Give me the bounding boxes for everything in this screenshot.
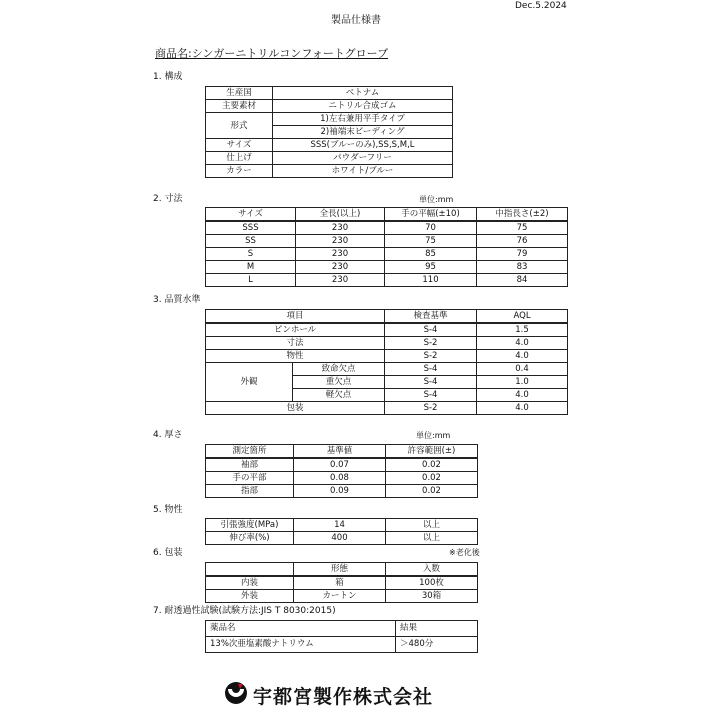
table-cell: 0.09: [294, 485, 386, 498]
table-row: [206, 274, 568, 287]
table-cell: 1.0: [477, 376, 568, 389]
table-row: [206, 337, 568, 350]
table-cell: 230: [296, 248, 385, 261]
table-cell: 以上: [386, 532, 478, 545]
table-cell: 4.0: [477, 337, 568, 350]
table-row: [206, 261, 568, 274]
composition-table: [205, 86, 453, 178]
thickness-table: [205, 444, 478, 498]
unit-label: 単位:mm: [416, 431, 451, 440]
table-cell: ニトリル合成ゴム: [273, 100, 453, 113]
table-row: [206, 519, 478, 532]
unit-label: 単位:mm: [419, 195, 454, 204]
table-cell: 主要素材: [206, 100, 273, 113]
table-cell: 79: [477, 248, 568, 261]
column-header: 検査基準: [385, 310, 477, 324]
table-row: [206, 458, 478, 472]
table-row: [206, 590, 478, 603]
column-header: 結果: [396, 621, 478, 637]
column-header: 全長(以上): [296, 208, 385, 222]
table-cell: 95: [385, 261, 477, 274]
table-row: [206, 235, 568, 248]
table-cell: 包装: [206, 402, 385, 415]
table-cell: 0.08: [294, 472, 386, 485]
column-header: 許容範囲(±): [386, 445, 478, 459]
table-cell: M: [206, 261, 296, 274]
column-header: AQL: [477, 310, 568, 324]
table-row: [206, 576, 478, 590]
table-cell: ＞480分: [396, 637, 478, 653]
section-1-heading: 1. 構成: [153, 72, 183, 82]
table-cell: S-2: [385, 337, 477, 350]
table-cell: 75: [477, 221, 568, 235]
section-4-heading: 4. 厚さ: [153, 430, 183, 440]
table-cell: 0.02: [386, 458, 478, 472]
table-cell: 13%次亜塩素酸ナトリウム: [206, 637, 396, 653]
table-cell: 寸法: [206, 337, 385, 350]
company-logo-icon: [224, 681, 248, 705]
table-cell: S: [206, 248, 296, 261]
table-cell: 75: [385, 235, 477, 248]
table-cell: SS: [206, 235, 296, 248]
table-cell: ベトナム: [273, 87, 453, 100]
table-cell: サイズ: [206, 139, 273, 152]
table-cell: 0.4: [477, 363, 568, 376]
table-cell: ホワイト/ブルー: [273, 165, 453, 178]
table-row: [206, 532, 478, 545]
table-row: [206, 323, 568, 337]
column-header: 形態: [294, 563, 386, 577]
table-header-row: [206, 445, 478, 459]
table-cell: 14: [294, 519, 386, 532]
table-header-row: [206, 310, 568, 324]
column-header: 測定箇所: [206, 445, 294, 459]
column-header: 項目: [206, 310, 385, 324]
table-row: [206, 221, 568, 235]
table-cell: 83: [477, 261, 568, 274]
section-5-heading: 5. 物性: [153, 505, 183, 515]
table-cell: 110: [385, 274, 477, 287]
table-cell: 指部: [206, 485, 294, 498]
table-cell: 外装: [206, 590, 294, 603]
table-cell: パウダーフリー: [273, 152, 453, 165]
document-title: 製品仕様書: [331, 15, 381, 26]
column-header: 中指長さ(±2): [477, 208, 568, 222]
table-cell: 100枚: [386, 576, 478, 590]
table-cell: 物性: [206, 350, 385, 363]
table-cell: S-4: [385, 389, 477, 402]
table-cell: 1.5: [477, 323, 568, 337]
table-cell: SSS: [206, 221, 296, 235]
company-name: 宇都宮製作株式会社: [253, 686, 434, 708]
quality-table: [205, 309, 568, 415]
table-row: [206, 152, 453, 165]
table-cell: 230: [296, 221, 385, 235]
table-cell: 85: [385, 248, 477, 261]
table-cell: 手の平部: [206, 472, 294, 485]
column-header: サイズ: [206, 208, 296, 222]
table-header-row: [206, 621, 478, 637]
column-header: 手の平幅(±10): [385, 208, 477, 222]
table-row: [206, 165, 453, 178]
table-row: [206, 402, 568, 415]
table-row: [206, 637, 478, 653]
table-cell: SSS(ブルーのみ),SS,S,M,L: [273, 139, 453, 152]
table-cell: 230: [296, 261, 385, 274]
table-cell: S-2: [385, 350, 477, 363]
table-cell: 伸び率(%): [206, 532, 294, 545]
table-row: [206, 485, 478, 498]
table-cell: 形式: [206, 113, 273, 139]
table-cell: S-4: [385, 323, 477, 337]
table-row: [206, 472, 478, 485]
table-cell: 1)左右兼用平手タイプ: [273, 113, 453, 126]
table-cell: 引張強度(MPa): [206, 519, 294, 532]
table-cell: 4.0: [477, 389, 568, 402]
table-cell: 230: [296, 235, 385, 248]
table-cell: 76: [477, 235, 568, 248]
table-header-row: [206, 563, 478, 577]
table-cell: 致命欠点: [293, 363, 385, 376]
packaging-table: [205, 562, 478, 603]
table-row: [206, 350, 568, 363]
physical-property-table: [205, 518, 478, 545]
section-7-heading: 7. 耐透過性試験(試験方法:JIS T 8030:2015): [153, 606, 336, 616]
product-name: 商品名:シンガーニトリルコンフォートグローブ: [155, 47, 389, 60]
table-cell: 0.07: [294, 458, 386, 472]
table-cell: S-4: [385, 376, 477, 389]
table-cell: L: [206, 274, 296, 287]
table-cell: カラー: [206, 165, 273, 178]
table-cell: S-2: [385, 402, 477, 415]
table-cell: S-4: [385, 363, 477, 376]
table-cell: 400: [294, 532, 386, 545]
table-cell: 仕上げ: [206, 152, 273, 165]
table-cell: 軽欠点: [293, 389, 385, 402]
section-2-heading: 2. 寸法: [153, 194, 183, 204]
table-cell: 外観: [206, 363, 293, 402]
table-row: [206, 87, 453, 100]
table-row: [206, 248, 568, 261]
table-cell: 重欠点: [293, 376, 385, 389]
section-6-heading: 6. 包装: [153, 548, 183, 558]
table-cell: 70: [385, 221, 477, 235]
column-header: 薬品名: [206, 621, 396, 637]
table-header-row: [206, 208, 568, 222]
table-cell: 内装: [206, 576, 294, 590]
table-cell: 4.0: [477, 350, 568, 363]
section-3-heading: 3. 品質水準: [153, 295, 201, 305]
table-row: [206, 100, 453, 113]
table-cell: 袖部: [206, 458, 294, 472]
table-cell: 0.02: [386, 485, 478, 498]
column-header: [206, 563, 294, 577]
table-cell: 84: [477, 274, 568, 287]
table-cell: 230: [296, 274, 385, 287]
table-cell: 0.02: [386, 472, 478, 485]
column-header: 基準値: [294, 445, 386, 459]
table-cell: ピンホール: [206, 323, 385, 337]
column-header: 入数: [386, 563, 478, 577]
table-cell: 以上: [386, 519, 478, 532]
dimension-table: [205, 207, 568, 287]
aging-note: ※老化後: [449, 548, 480, 557]
document-date: Dec.5.2024: [515, 1, 567, 11]
table-cell: 30箱: [386, 590, 478, 603]
table-cell: 2)袖端末ビーディング: [273, 126, 453, 139]
permeation-table: [205, 620, 478, 653]
table-cell: カートン: [294, 590, 386, 603]
table-cell: 箱: [294, 576, 386, 590]
table-cell: 4.0: [477, 402, 568, 415]
table-cell: 生産国: [206, 87, 273, 100]
table-row: [206, 113, 453, 126]
table-row: [206, 363, 568, 376]
table-row: [206, 139, 453, 152]
